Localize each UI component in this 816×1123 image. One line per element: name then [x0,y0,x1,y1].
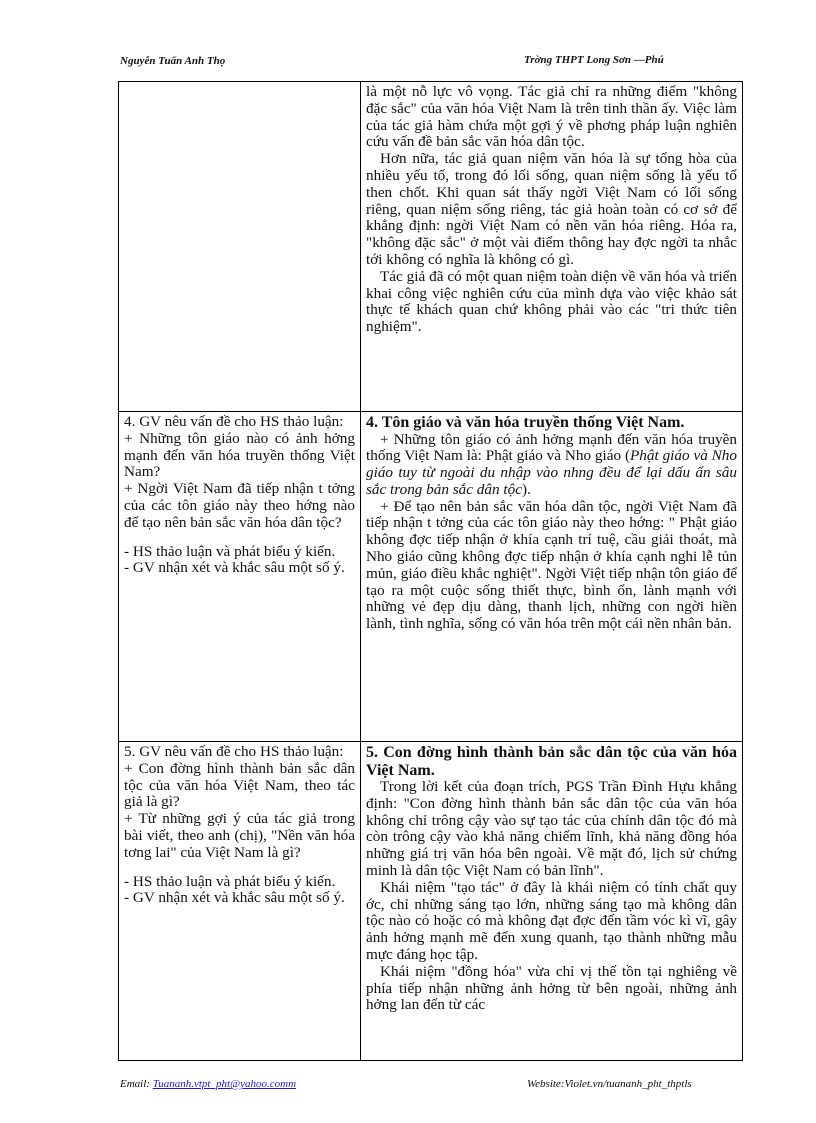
email-link[interactable]: Tuananh.vtpt_pht@yahoo.comm [152,1078,297,1090]
website-text: Violet.vn/tuananh_pht_thptls [564,1078,692,1090]
paragraph-text: + Những tôn giáo có ảnh hởng mạnh đến văn hóa truyền thống Việt Nam là: Phật giáo và Nho giáo ( [366,430,737,465]
paragraph-text: Khái niệm "tạo tác" ở đây là khái niệm có tính chất quy ớc, chỉ những sáng tạo lớn, những sáng tạo mà không dân tộc nào có hoặc có mà không đạt đợc đến tầm vóc kì vĩ, gây ảnh hởng mạnh mẽ đến xung quanh, tạo thành những mẫu mực đáng học tập. [366,878,737,963]
paragraph-text: Hơn nữa, tác giả quan niệm văn hóa là sự tổng hòa của nhiều yếu tố, trong đó lối sống, quan niệm sống là yếu tố then chốt. Khi quan sát thấy ngời Việt Nam có lối sống riêng, quan niệm sống riêng, tác giả hoàn toàn có cơ sở để khẳng định: ngời Việt Nam có nền văn hóa riêng. Hóa ra, "không đặc sắc" ở một vài điểm thông hay đợc ngời ta nhắc tới không có nghĩa là không có gì. [366,150,737,268]
right-paragraph [366,744,737,779]
paragraph-text: 5. GV nêu vấn đề cho HS thảo luận: [124,743,344,760]
left-paragraph [124,874,355,891]
email-label: Email: [120,1078,153,1090]
left-paragraph [124,811,355,861]
header-author: Nguyễn Tuấn Anh Thọ [120,55,226,67]
row1-right-cell [361,82,743,412]
paragraph-text: - HS thảo luận và phát biểu ý kiến. [124,542,336,560]
right-paragraph [366,964,737,1014]
left-paragraph [124,544,355,561]
footer-website [527,1078,692,1090]
lesson-table [118,81,743,1061]
row3-left-cell [119,742,361,1061]
paragraph-text: 4. GV nêu vấn đề cho HS thảo luận: [124,413,344,430]
left-paragraph [124,744,355,761]
row2-left-cell [119,412,361,742]
paragraph-text: + Con đờng hình thành bản sắc dân tộc của văn hóa Việt Nam, theo tác giả là gì? [124,759,355,811]
paragraph-text: Khái niệm "đồng hóa" vừa chỉ vị thế tồn tại nghiêng về phía tiếp nhận những ảnh hởng từ bên ngoài, những ảnh hởng lan đến từ các [366,962,737,1014]
right-paragraph [366,880,737,964]
right-paragraph [366,432,737,499]
paragraph-text: + Những tôn giáo nào có ảnh hởng mạnh đến văn hóa truyền thống Việt Nam? [124,429,355,481]
paragraph-text: 4. Tôn giáo và văn hóa truyền thống Việt Nam. [366,414,685,431]
row1-left-cell [119,82,361,412]
paragraph-text: - HS thảo luận và phát biểu ý kiến. [124,872,336,890]
paragraph-text: là một nỗ lực vô vọng. Tác giả chỉ ra những điểm "không đặc sắc" của văn hóa Việt Nam là trên tinh thần ấy. Việc làm của tác giả hàm chứa một gợi ý về phơng pháp luận nghiên cứu vấn đề bản sắc văn hóa dân tộc. [366,83,737,151]
table-row [119,742,743,1061]
left-paragraph [124,414,355,431]
paragraph-text: + Để tạo nên bản sắc văn hóa dân tộc, ngời Việt Nam đã tiếp nhận t tởng của các tôn giáo này theo hớng: " Phật giáo không đợc tiếp nhận ở khía cạnh trí tuệ, cầu giải thoát, mà Nho giáo cũng không đợc tiếp nhận ở khía cạnh nghi lễ tủn mủn, giáo điều khắc nghiệt". Ngời Việt tiếp nhận tôn giáo để tạo ra một cuộc sống thiết thực, bình ổn, lành mạnh với những vẻ đẹp dịu dàng, thanh lịch, những con ngời hiền lành, tình nghĩa, sống có văn hóa trên một cái nền nhân bản. [366,497,737,633]
row2-right-cell [361,412,743,742]
right-paragraph [366,414,737,432]
table-row [119,82,743,412]
paragraph-text: - GV nhận xét và khắc sâu một số ý. [124,559,345,577]
left-paragraph [124,560,355,577]
website-label: Website: [527,1078,565,1090]
paragraph-text: + Ngời Việt Nam đã tiếp nhận t tởng của các tôn giáo này theo hớng nào để tạo nên bản sắc văn hóa dân tộc? [124,480,355,531]
paragraph-text: + Từ những gợi ý của tác giả trong bài viết, theo anh (chị), "Nền văn hóa tơng lai" của Việt Nam là gì? [124,810,355,861]
paragraph-text: Trong lời kết của đoạn trích, PGS Trần Đình Hựu khẳng định: "Con đờng hình thành bản sắc dân tộc của văn hóa không chỉ trông cậy vào sự tạo tác của chính dân tộc đó mà còn trông cậy vào khả năng chiếm lĩnh, khả năng đồng hóa những giá trị văn hóa bên ngoài. Về mặt đó, lịch sử chứng minh là dân tộc Việt Nam có bản lĩnh". [366,778,737,879]
right-paragraph [366,269,737,336]
left-paragraph [124,761,355,811]
left-paragraph [124,890,355,907]
row3-right-cell [361,742,743,1061]
paragraph-text: 5. Con đờng hình thành bản sắc dân tộc của văn hóa Việt Nam. [366,744,737,779]
right-paragraph [366,499,737,633]
table-row [119,412,743,742]
right-paragraph [366,779,737,880]
paragraph-text: - GV nhận xét và khắc sâu một số ý. [124,889,345,907]
header-school: Trờng THPT Long Sơn —Phú [524,54,664,66]
right-paragraph [366,84,737,151]
italic-text: Phật giáo và Nho giáo tuy từ ngoài du nhập vào nhng đều để lại dấu ấn sâu sắc trong bản sắc dân tộc [366,447,737,498]
left-paragraph [124,431,355,481]
right-paragraph [366,151,737,269]
left-paragraph [124,481,355,531]
paragraph-text: Tác giả đã có một quan niệm toàn diện về văn hóa và triển khai công việc nghiên cứu của mình dựa vào việc khảo sát thực tế khách quan chứ không phải vào các "tri thức tiên nghiệm". [366,267,737,336]
footer-email [120,1078,296,1090]
paragraph-text-tail: ). [521,480,531,498]
